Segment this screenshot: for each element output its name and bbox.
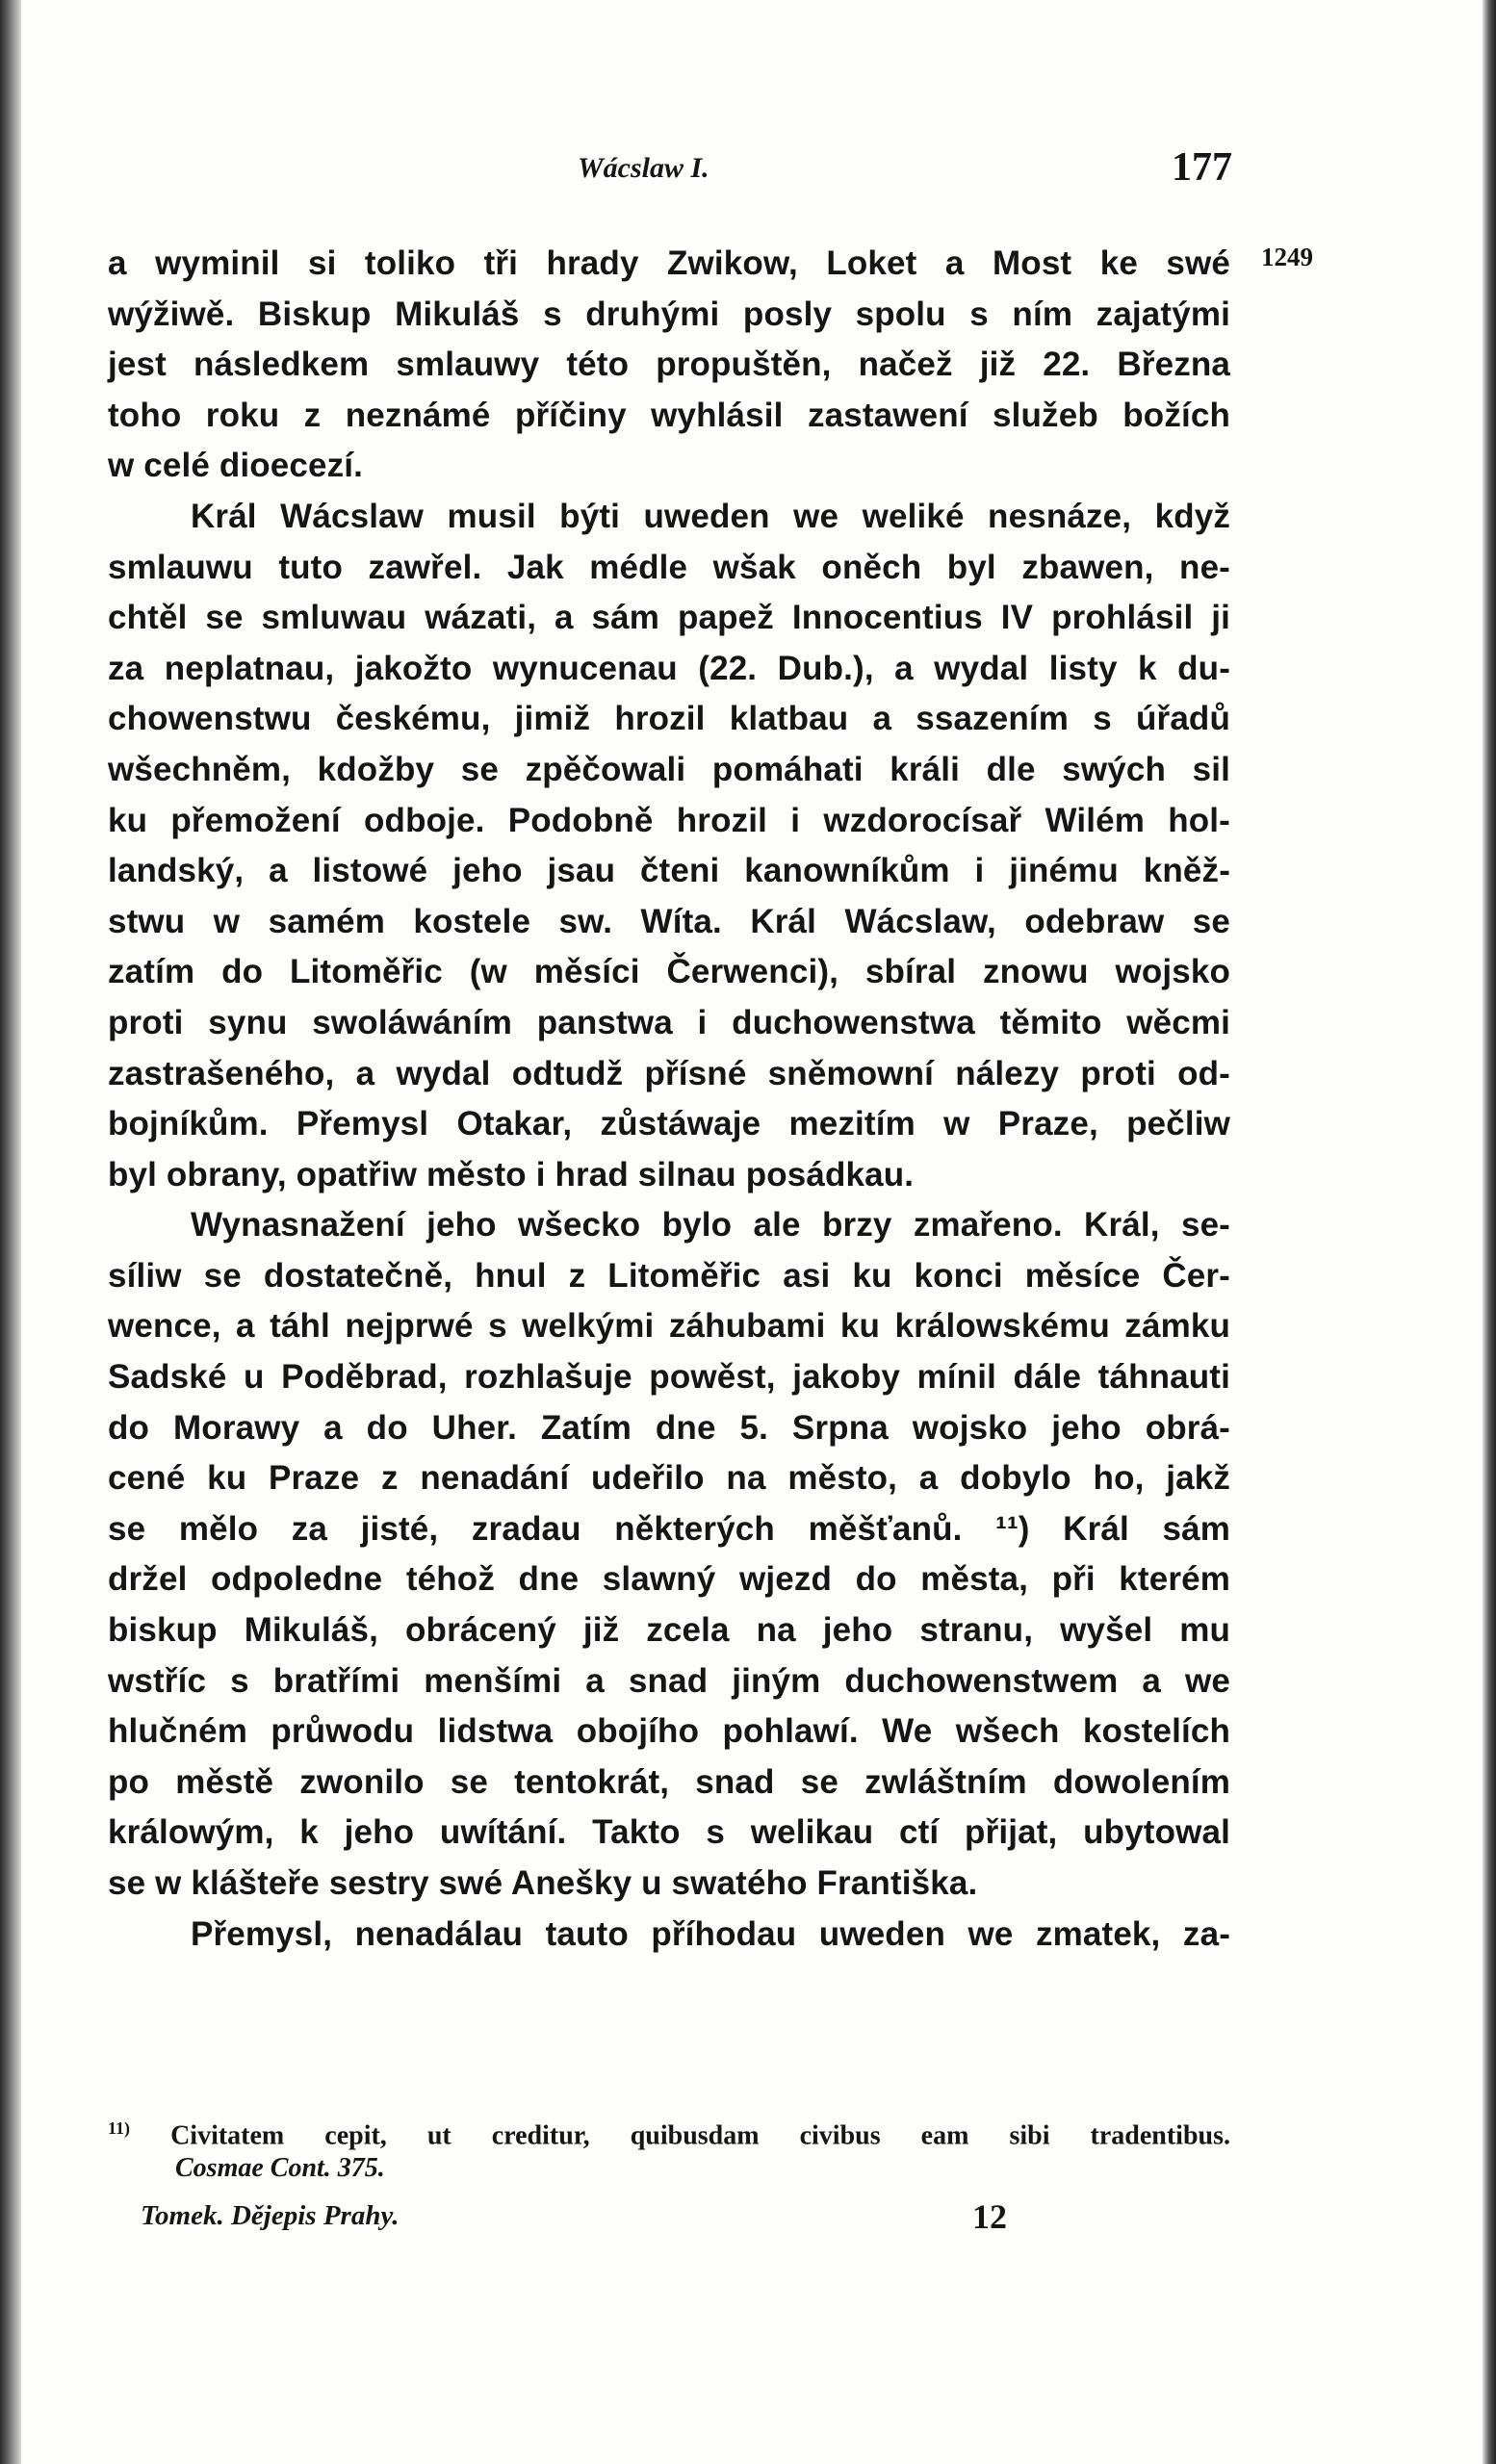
text-line: po městě zwonilo se tentokrát, snad se zwláštním dowolením (108, 1762, 1230, 1801)
text-line: byl obrany, opatřiw město i hrad silnau posádkau. (108, 1155, 915, 1194)
printer-signature (108, 2196, 1230, 2245)
text-line: jest následkem smlauwy této propuštěn, načež již 22. Března (108, 346, 1230, 384)
text-line: w celé dioecezí. (108, 447, 364, 485)
text-line: bojníkům. Přemysl Otakar, zůstáwaje mezitím w Praze, pečliw (108, 1105, 1230, 1143)
text-line: zatím do Litoměřic (w měsíci Čerwenci), sbíral znowu wojsko (108, 953, 1230, 991)
text-line: králowým, k jeho uwítání. Takto s welikau ctí přijat, ubytowal (108, 1813, 1230, 1852)
text-line: Přemysl, nenadálau tauto příhodau uweden we zmatek, za- (191, 1914, 1230, 1953)
scan-right-edge (1483, 0, 1496, 2464)
text-line: zastrašeného, a wydal odtudž přísné sněmowní nálezy proti od- (108, 1054, 1230, 1092)
text-line: chowenstwu českému, jimiž hrozil klatbau a ssazením s úřadů (108, 700, 1230, 738)
text-line: držel odpoledne téhož dne slawný wjezd do města, při kterém (108, 1560, 1230, 1599)
text-line: ku přemožení odboje. Podobně hrozil i wzdorocísař Wilém hol- (108, 801, 1230, 839)
text-line: se w klášteře sestry swé Anešky u swatého Františka. (108, 1864, 978, 1902)
page-number: 177 (1172, 145, 1232, 190)
footnote-text: Civitatem cepit, ut creditur, quibusdam civibus eam sibi tradentibus. (170, 2120, 1230, 2151)
text-line: Sadské u Poděbrad, rozhlašuje powěst, jakoby mínil dále táhnauti (108, 1358, 1230, 1397)
text-line: stwu w samém kostele sw. Wíta. Král Wácslaw, odebraw se (108, 902, 1230, 940)
text-line: wstříc s bratřími menšími a snad jiným duchowenstwem a we (108, 1661, 1230, 1700)
text-line: hlučném průwodu lidstwa obojího pohlawí. We wšech kostelích (108, 1712, 1230, 1751)
footnote-mark: 11) (108, 2118, 131, 2138)
page-header (106, 144, 1232, 202)
text-line: Wynasnažení jeho wšecko bylo ale brzy zmařeno. Král, se- (191, 1206, 1230, 1245)
text-line: wšechněm, kdožby se zpěčowali pomáhati králi dle swých sil (108, 750, 1230, 788)
signature-number: 12 (972, 2197, 1007, 2236)
margin-year-note: 1249 (1261, 243, 1313, 271)
text-line: se mělo za jisté, zradau některých měšťanů. ¹¹) Král sám (108, 1509, 1230, 1548)
scan-left-edge (0, 0, 21, 2464)
text-line: a wyminil si toliko tři hrady Zwikow, Loket a Most ke swé (108, 244, 1230, 282)
signature-title: Tomek. Dějepis Prahy. (141, 2200, 400, 2231)
text-line: smlauwu tuto zawřel. Jak médle wšak oněch byl zbawen, ne- (108, 548, 1230, 586)
text-line: biskup Mikuláš, obrácený již zcela na jeho stranu, wyšel mu (108, 1611, 1230, 1650)
footnote-source (108, 2148, 1230, 2189)
text-line: za neplatnau, jakožto wynucenau (22. Dub.), a wydal listy k du- (108, 649, 1230, 687)
text-line: síliw se dostatečně, hnul z Litoměřic asi ku konci měsíce Čer- (108, 1256, 1230, 1295)
text-line: toho roku z neznámé příčiny wyhlásil zastawení služeb božích (108, 396, 1230, 434)
text-line: cené ku Praze z nenadání udeřilo na město, a dobylo ho, jakž (108, 1459, 1230, 1498)
text-line: wýžiwě. Biskup Mikuláš s druhými posly spolu s ním zajatými (108, 295, 1230, 333)
text-line: Král Wácslaw musil býti uweden we weliké nesnáze, když (191, 497, 1230, 535)
footnote-citation: Cosmae Cont. 375. (175, 2153, 385, 2183)
running-title: Wácslaw I. (578, 152, 709, 184)
text-line: chtěl se smluwau wázati, a sám papež Innocentius IV prohlásil ji (108, 599, 1230, 637)
body-text (108, 239, 1230, 1960)
footnote-line (108, 2108, 1230, 2151)
footnote (108, 2108, 1230, 2189)
text-line: proti synu swoláwáním panstwa i duchowenstwa těmito wěcmi (108, 1003, 1230, 1041)
text-line: do Morawy a do Uher. Zatím dne 5. Srpna wojsko jeho obrá- (108, 1408, 1230, 1447)
text-line: wence, a táhl nejprwé s welkými záhubami ku králowskému zámku (108, 1307, 1230, 1346)
text-line: landský, a listowé jeho jsau čteni kanowníkům i jinému kněž- (108, 852, 1230, 890)
